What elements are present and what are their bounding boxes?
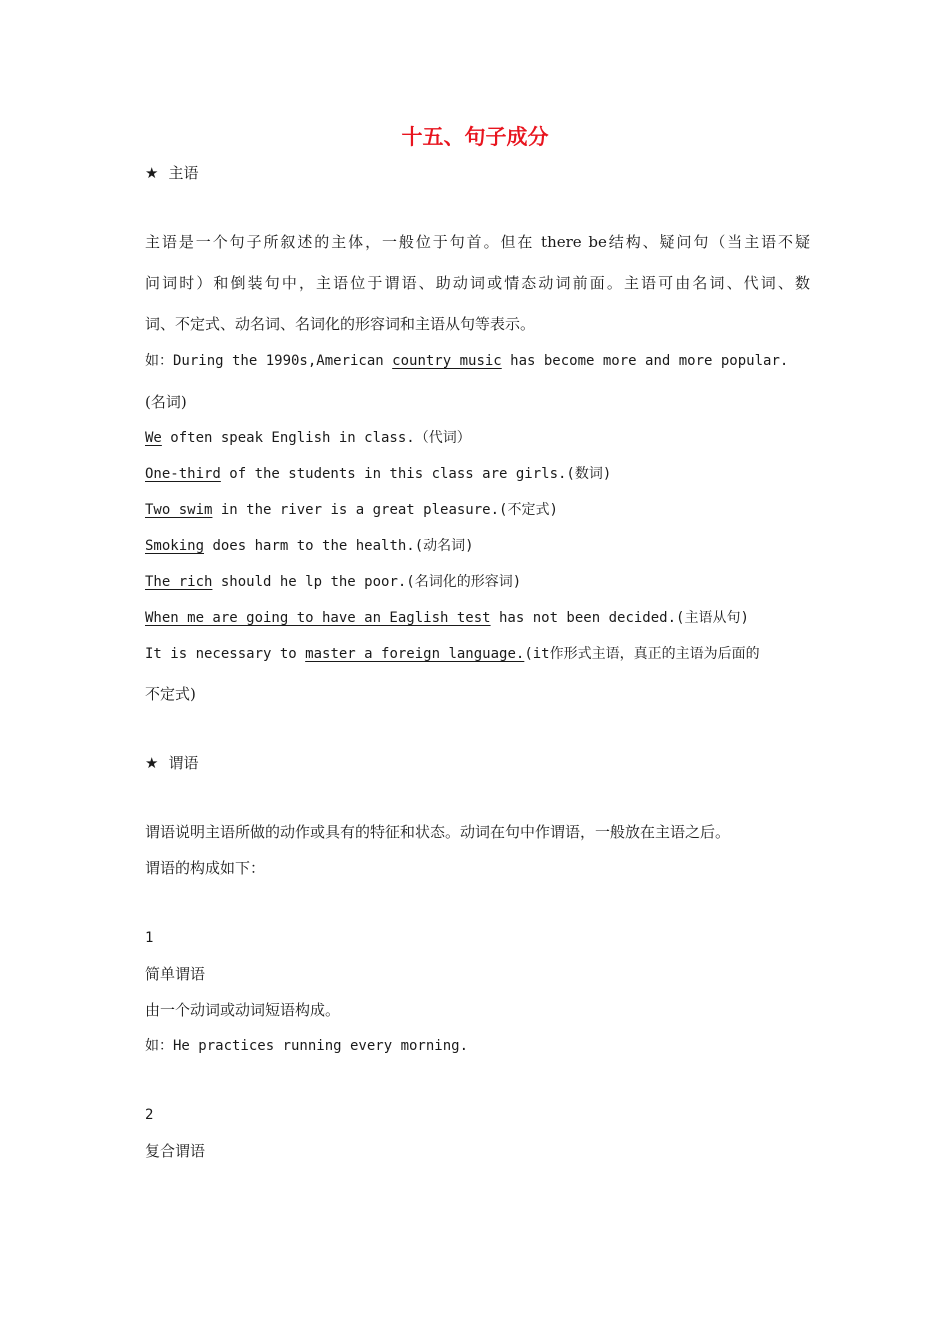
underlined-subject: Two swim bbox=[145, 502, 213, 518]
list-item-desc: 由一个动词或动词短语构成。 bbox=[145, 1001, 341, 1019]
underlined-subject: The rich bbox=[145, 574, 213, 590]
example-sentence bbox=[145, 642, 810, 666]
example-text: of the students in this class are girls.(数词) bbox=[220, 466, 612, 482]
example-note: 不定式) bbox=[145, 685, 196, 703]
example-sentence bbox=[145, 349, 810, 373]
example-text: It is necessary to bbox=[145, 646, 306, 662]
paragraph-line: 问词时）和倒装句中，主语位于谓语、助动词或情态动词前面。主语可由名词、代词、数 bbox=[145, 274, 810, 292]
star-icon: ★ bbox=[145, 164, 159, 182]
example-text: has become more and more popular. bbox=[501, 353, 789, 369]
example-text: (it作形式主语，真正的主语为后面的 bbox=[524, 646, 760, 662]
example-text: has not been decided.(主语从句) bbox=[490, 610, 749, 626]
underlined-subject: One-third bbox=[145, 466, 221, 482]
paragraph-line: 谓语的构成如下： bbox=[145, 859, 266, 877]
star-icon: ★ bbox=[145, 754, 159, 772]
paragraph-line: 主语是一个句子所叙述的主体，一般位于句首。但在 there be结构、疑问句（当主语不疑 bbox=[145, 233, 810, 251]
example-sentence bbox=[145, 462, 810, 486]
list-number: 2 bbox=[145, 1107, 154, 1123]
underlined-subject: We bbox=[145, 430, 162, 446]
example-sentence bbox=[145, 498, 810, 522]
section-heading-subject bbox=[145, 161, 810, 185]
heading-text: 谓语 bbox=[168, 754, 199, 772]
underlined-subject: master a foreign language. bbox=[305, 646, 525, 662]
underlined-subject: Smoking bbox=[145, 538, 205, 554]
list-item-title: 复合谓语 bbox=[145, 1142, 206, 1160]
example-text: often speak English in class.（代词） bbox=[161, 430, 471, 446]
example-sentence: 如：He practices running every morning. bbox=[145, 1038, 469, 1054]
page-title: 十五、句子成分 bbox=[401, 125, 549, 149]
example-text: 如：During the 1990s,American bbox=[145, 353, 393, 369]
underlined-subject: When me are going to have an Eaglish test bbox=[145, 610, 491, 626]
example-sentence bbox=[145, 606, 810, 630]
example-sentence bbox=[145, 426, 810, 450]
list-number: 1 bbox=[145, 930, 154, 946]
example-sentence bbox=[145, 570, 810, 594]
example-text: does harm to the health.(动名词) bbox=[204, 538, 474, 554]
section-heading-predicate bbox=[145, 751, 810, 775]
underlined-subject: country music bbox=[392, 353, 502, 369]
example-note: (名词) bbox=[145, 393, 187, 411]
list-item-title: 简单谓语 bbox=[145, 965, 206, 983]
example-text: in the river is a great pleasure.(不定式) bbox=[212, 502, 558, 518]
example-text: should he lp the poor.(名词化的形容词) bbox=[212, 574, 522, 590]
heading-text: 主语 bbox=[168, 164, 199, 182]
example-sentence bbox=[145, 534, 810, 558]
paragraph-line: 词、不定式、动名词、名词化的形容词和主语从句等表示。 bbox=[145, 315, 536, 333]
paragraph-line: 谓语说明主语所做的动作或具有的特征和状态。动词在句中作谓语，一般放在主语之后。 bbox=[145, 823, 731, 841]
